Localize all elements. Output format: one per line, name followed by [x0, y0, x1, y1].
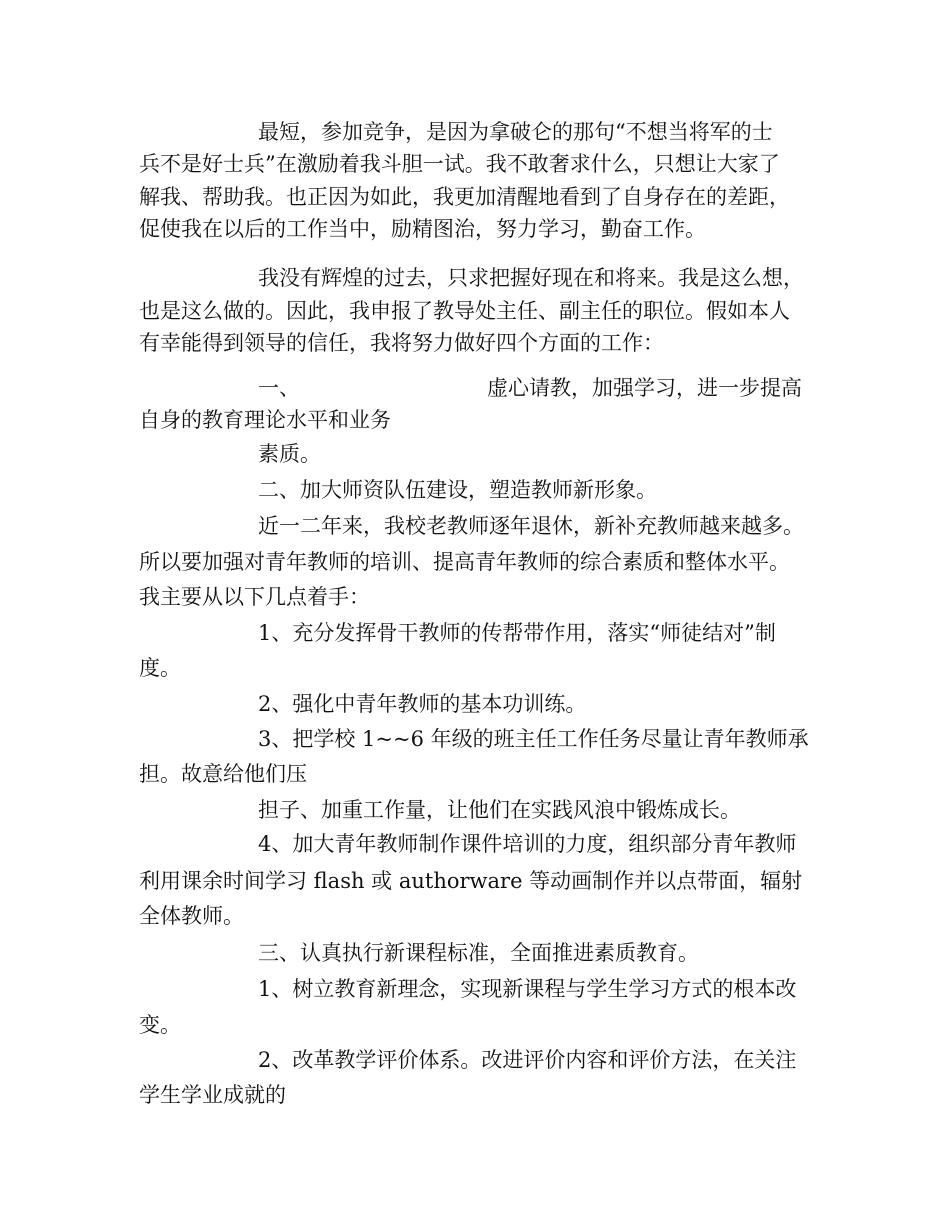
numbered-heading-line [0, 372, 950, 404]
list-item: 2、强化中青年教师的基本功训练。 [258, 692, 587, 716]
text-line: 兵不是好士兵”在激励着我斗胆一试。我不敢奢求什么，只想让大家了 [139, 152, 780, 176]
text-line: 我没有辉煌的过去，只求把握好现在和将来。我是这么想， [258, 266, 804, 290]
text-line: 全体教师。 [139, 904, 244, 928]
text-line: 担。故意给他们压 [139, 762, 307, 786]
text-line: 变。 [139, 1013, 181, 1037]
section-heading: 二、加大师资队伍建设，塑造教师新形象。 [258, 478, 657, 502]
text-line: 有幸能得到领导的信任，我将努力做好四个方面的工作： [139, 331, 664, 355]
list-item: 3、把学校 1~~6 年级的班主任工作任务尽量让青年教师承 [258, 727, 809, 751]
text-line: 度。 [139, 656, 181, 680]
text-line: 素质。 [258, 442, 321, 466]
text-line: 担子、加重工作量，让他们在实践风浪中锻炼成长。 [258, 798, 741, 822]
list-item: 1、充分发挥骨干教师的传帮带作用，落实“师徒结对”制 [258, 621, 776, 645]
heading-number: 一、 [258, 376, 300, 400]
list-item: 2、改革教学评价体系。改进评价内容和评价方法，在关注 [258, 1048, 797, 1072]
text-line: 也是这么做的。因此，我申报了教导处主任、副主任的职位。假如本人 [139, 299, 790, 323]
text-line: 促使我在以后的工作当中，励精图治，努力学习，勤奋工作。 [139, 217, 706, 241]
list-item: 1、树立教育新理念，实现新课程与学生学习方式的根本改 [258, 977, 797, 1001]
text-line: 解我、帮助我。也正因为如此，我更加清醒地看到了自身存在的差距， [139, 185, 790, 209]
text-line: 最短，参加竞争，是因为拿破仑的那句“不想当将军的士 [258, 120, 773, 144]
text-line: 学生学业成就的 [139, 1083, 286, 1107]
text-line: 我主要从以下几点着手： [139, 585, 370, 609]
section-heading: 三、认真执行新课程标准，全面推进素质教育。 [258, 941, 699, 965]
text-line: 近一二年来，我校老教师逐年退休，新补充教师越来越多。 [258, 514, 804, 538]
heading-text: 虚心请教，加强学习，进一步提高 [487, 376, 802, 400]
text-line: 利用课余时间学习 flash 或 authorware 等动画制作并以点带面，辐射 [139, 869, 803, 893]
list-item: 4、加大青年教师制作课件培训的力度，组织部分青年教师 [258, 832, 797, 856]
text-line: 自身的教育理论水平和业务 [139, 408, 391, 432]
text-line: 所以要加强对青年教师的培训、提高青年教师的综合素质和整体水平。 [139, 550, 790, 574]
